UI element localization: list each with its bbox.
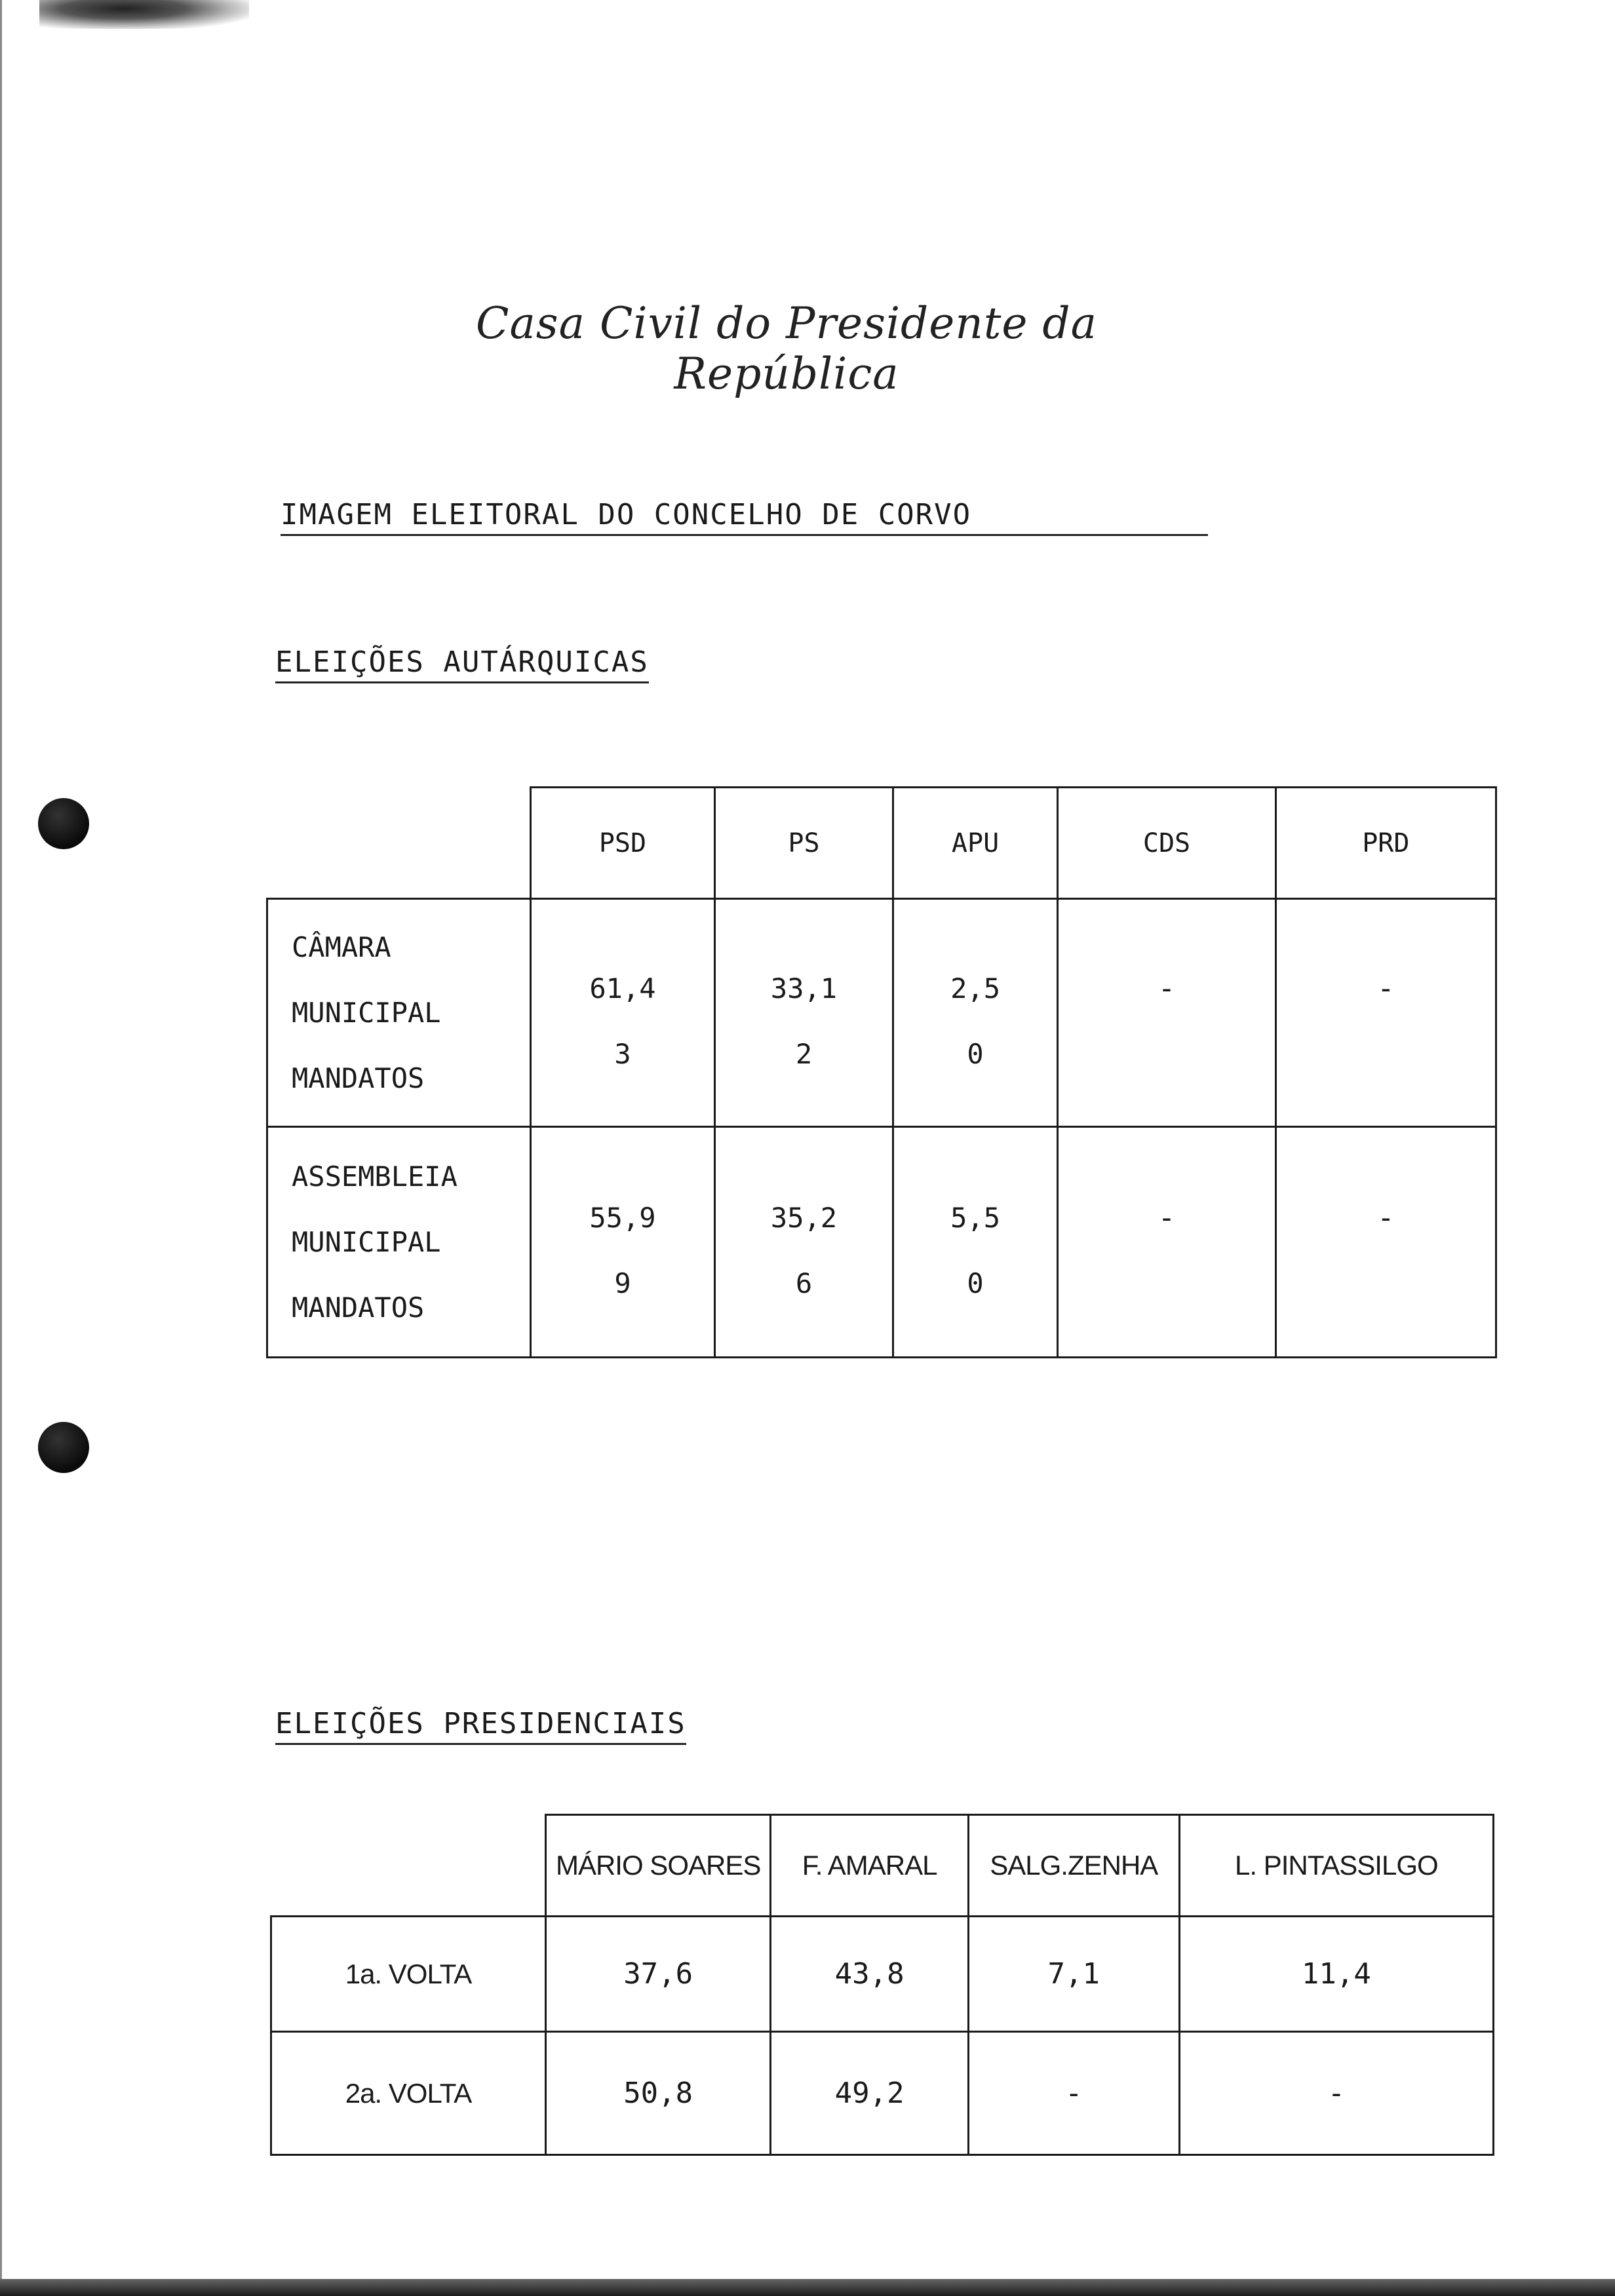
seats-value xyxy=(1277,1251,1495,1316)
label-line: ASSEMBLEIA xyxy=(292,1160,457,1193)
percent-value: - xyxy=(1377,1200,1395,1234)
cell-2a-amaral: 49,2 xyxy=(771,2032,969,2155)
section-heading-presidenciais: ELEIÇÕES PRESIDENCIAIS xyxy=(275,1707,686,1745)
percent-value: 5,5 xyxy=(950,1201,1000,1234)
seats-value: 9 xyxy=(614,1267,631,1299)
label-line: MANDATOS xyxy=(292,1062,425,1094)
header-corner xyxy=(271,1815,546,1917)
percent-value: - xyxy=(1158,1200,1176,1234)
table-row-1a-volta xyxy=(271,1917,1494,2032)
cell-camara-prd xyxy=(1275,899,1496,1127)
table-row-camara xyxy=(267,899,1496,1127)
cell-1a-zenha: 7,1 xyxy=(968,1917,1179,2032)
table-row-assembleia xyxy=(267,1127,1496,1358)
seats-value: 2 xyxy=(795,1037,813,1070)
seats-value: 0 xyxy=(967,1037,984,1070)
percent-value: - xyxy=(1377,971,1395,1005)
label-line: CÂMARA xyxy=(292,930,391,963)
row-label-1a-volta: 1a. VOLTA xyxy=(271,1917,546,2032)
table-header-row xyxy=(271,1815,1494,1917)
autarquicas-table xyxy=(266,786,1497,1358)
candidate-header-amaral: F. AMARAL xyxy=(771,1815,969,1917)
label-line: MANDATOS xyxy=(292,1291,425,1324)
cell-2a-pintassilgo: - xyxy=(1179,2032,1493,2155)
seats-value xyxy=(1059,1022,1274,1087)
cell-2a-zenha: - xyxy=(968,2032,1179,2155)
table-row-2a-volta xyxy=(271,2032,1494,2155)
scan-edge-bottom xyxy=(0,2279,1615,2296)
cell-camara-psd xyxy=(530,899,715,1127)
punch-hole-bottom xyxy=(38,1422,89,1473)
candidate-header-pintassilgo: L. PINTASSILGO xyxy=(1179,1815,1493,1917)
party-header-cds: CDS xyxy=(1058,788,1275,899)
punch-hole-top xyxy=(38,798,89,849)
percent-value: 35,2 xyxy=(770,1201,838,1234)
seats-value xyxy=(1059,1251,1274,1316)
cell-assembleia-prd xyxy=(1275,1127,1496,1358)
candidate-header-zenha: SALG.ZENHA xyxy=(968,1815,1179,1917)
percent-value: - xyxy=(1158,971,1176,1005)
cell-assembleia-ps xyxy=(715,1127,893,1358)
row-label-2a-volta: 2a. VOLTA xyxy=(271,2032,546,2155)
cell-2a-soares: 50,8 xyxy=(545,2032,770,2155)
party-header-prd: PRD xyxy=(1275,788,1496,899)
row-label-assembleia xyxy=(267,1127,531,1358)
seats-value: 3 xyxy=(614,1037,631,1070)
cell-assembleia-cds xyxy=(1058,1127,1275,1358)
cell-assembleia-apu xyxy=(893,1127,1058,1358)
cell-assembleia-psd xyxy=(530,1127,715,1358)
seats-value: 0 xyxy=(967,1267,984,1299)
scan-edge-left xyxy=(0,0,2,2296)
party-header-ps: PS xyxy=(715,788,893,899)
cell-1a-amaral: 43,8 xyxy=(771,1917,969,2032)
party-header-apu: APU xyxy=(893,788,1058,899)
row-label-camara xyxy=(267,899,531,1127)
section-heading-autarquicas: ELEIÇÕES AUTÁRQUICAS xyxy=(275,645,649,683)
label-line: MUNICIPAL xyxy=(292,996,441,1029)
cell-1a-soares: 37,6 xyxy=(545,1917,770,2032)
cell-camara-cds xyxy=(1058,899,1275,1127)
cell-1a-pintassilgo: 11,4 xyxy=(1179,1917,1493,2032)
percent-value: 61,4 xyxy=(589,972,656,1004)
percent-value: 2,5 xyxy=(950,972,1000,1004)
document-title: IMAGEM ELEITORAL DO CONCELHO DE CORVO xyxy=(281,498,1208,536)
header-corner xyxy=(267,788,531,899)
party-header-psd: PSD xyxy=(530,788,715,899)
scan-smudge xyxy=(39,0,249,29)
table-header-row xyxy=(267,788,1496,899)
percent-value: 33,1 xyxy=(770,972,838,1004)
cell-camara-apu xyxy=(893,899,1058,1127)
cell-camara-ps xyxy=(715,899,893,1127)
label-line: MUNICIPAL xyxy=(292,1225,441,1258)
letterhead: Casa Civil do Presidente da República xyxy=(475,298,1098,399)
candidate-header-soares: MÁRIO SOARES xyxy=(545,1815,770,1917)
percent-value: 55,9 xyxy=(589,1201,656,1234)
seats-value: 6 xyxy=(795,1267,813,1299)
presidenciais-table xyxy=(270,1814,1494,2156)
seats-value xyxy=(1277,1022,1495,1087)
